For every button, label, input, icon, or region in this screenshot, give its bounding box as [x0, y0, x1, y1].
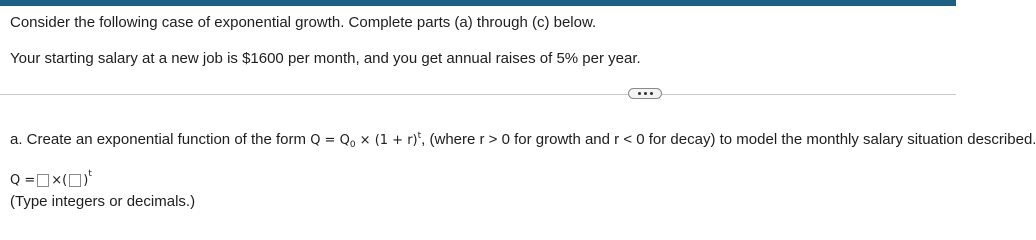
formula-q: Q = Q	[310, 133, 350, 148]
answer-hint: (Type integers or decimals.)	[10, 193, 196, 210]
ellipsis-icon	[638, 92, 641, 95]
times-sign: ×	[51, 172, 63, 188]
formula-subscript: 0	[349, 140, 356, 150]
part-a-prompt	[10, 125, 1036, 156]
question-intro: Consider the following case of exponential growth. Complete parts (a) through (c) below.	[10, 14, 597, 31]
part-a-prefix: a. Create an exponential function of the form	[10, 131, 307, 148]
formula	[310, 133, 421, 148]
answer-exponent: t	[88, 169, 92, 179]
ellipsis-icon	[644, 92, 647, 95]
open-paren: (	[62, 172, 68, 188]
ellipsis-icon	[650, 92, 653, 95]
formula-superscript: t	[417, 131, 422, 141]
growth-factor-input[interactable]	[69, 174, 81, 187]
formula-mid: × (1 + r)	[355, 133, 418, 148]
close-paren: )	[83, 172, 89, 188]
top-strip	[0, 0, 956, 6]
expand-more-button[interactable]	[628, 88, 662, 99]
question-scenario: Your starting salary at a new job is $1600 per month, and you get annual raises of 5% per year.	[10, 50, 641, 67]
answer-lhs: Q =	[10, 172, 36, 188]
section-divider	[0, 94, 956, 95]
part-a-condition: , (where r > 0 for growth and r < 0 for decay) to model the monthly salary situation described.	[421, 131, 1036, 148]
initial-amount-input[interactable]	[37, 174, 49, 187]
answer-row	[10, 170, 92, 190]
